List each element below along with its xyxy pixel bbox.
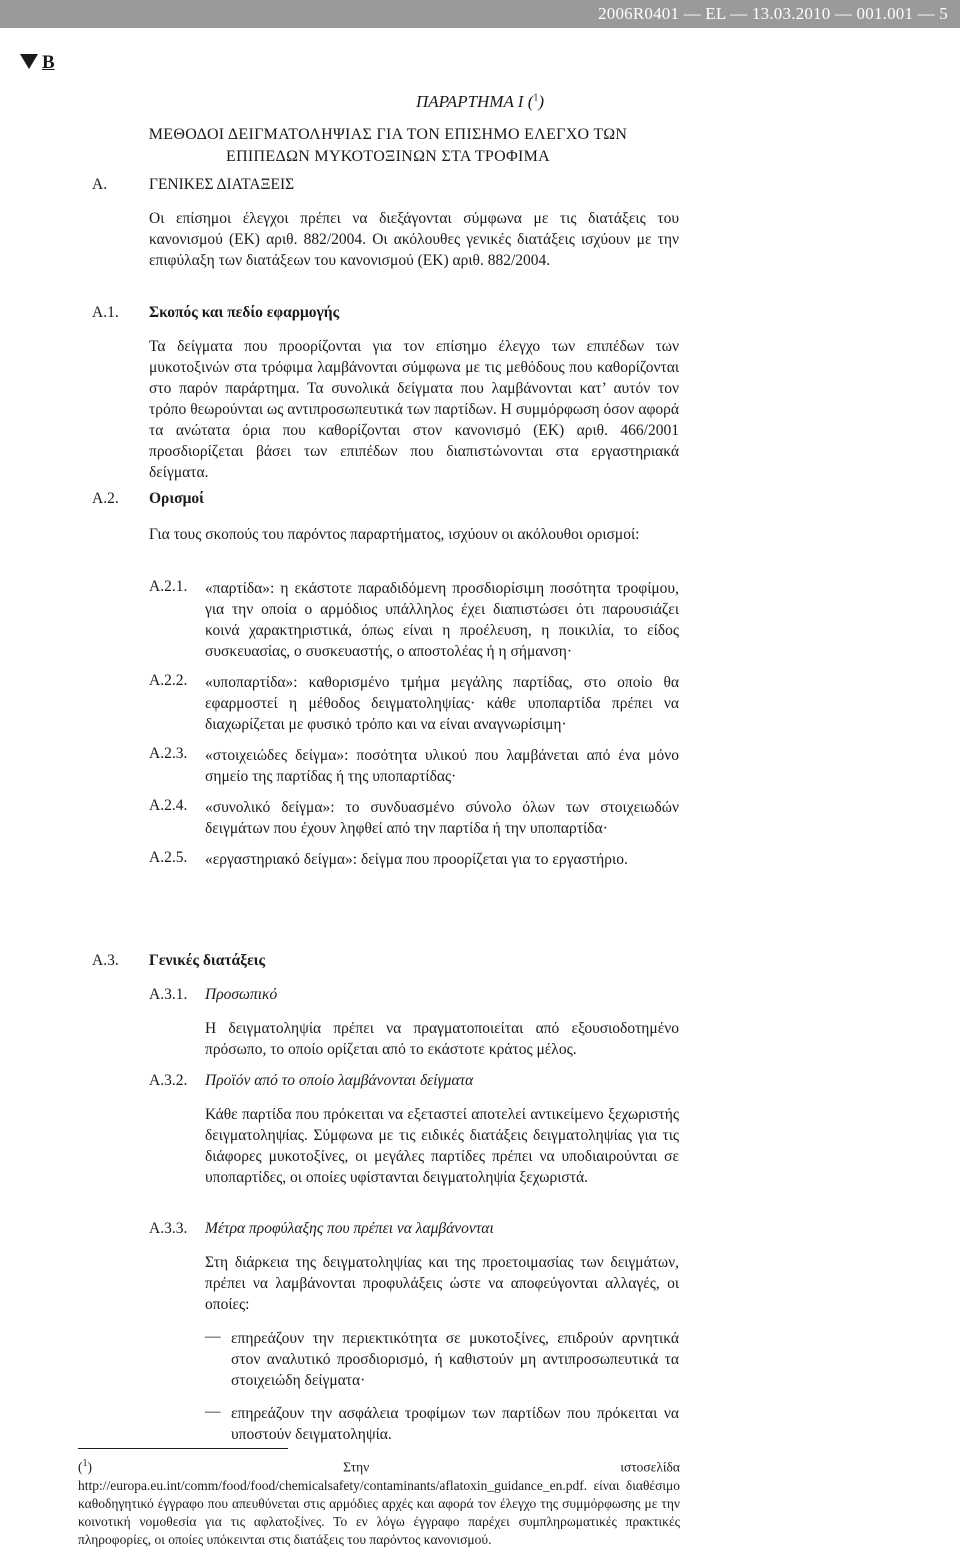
section-a2-intro: Για τους σκοπούς του παρόντος παραρτήματος, ισχύουν οι ακόλουθοι ορισμοί: (149, 526, 640, 543)
section-a33-text: Στη διάρκεια της δειγματοληψίας και της προετοιμασίας των δειγμάτων, πρέπει να λαμβάνονται προφυλάξεις ώστε να αποφεύγονται αλλαγές, οι οποίες: (205, 1254, 679, 1313)
definition-number: A.2.1. (149, 578, 188, 595)
section-a31-text: Η δειγματοληψία πρέπει να πραγματοποιείται από εξουσιοδοτημένο πρόσωπο, το οποίο ορίζεται από το εκάστοτε κράτος μέλος. (205, 1020, 679, 1058)
section-a32-number: A.3.2. (149, 1072, 188, 1089)
definition-item (149, 849, 679, 870)
list-item (205, 1328, 679, 1391)
section-a2-title: Ορισμοί (149, 490, 204, 507)
section-a3-number: A.3. (92, 952, 119, 969)
footnote: ($^1$) Στην ιστοσελίδα http://europa.eu.int/comm/food/food/chemicalsafety/contaminants/aflatoxin_guidance_en.pdf. είναι διαθέσιμο καθοδηγητικό έγγραφο που απευθύνεται στις αρμόδιες αρχές και αφορά τον έλεγχο της συμμόρφωσης με την κοινοτική νομοθεσία για τις αφλατοξίνες. Το εν λόγω έγγραφο παρέχει συμπληρωματικές πρακτικές πληροφορίες, οι οποίες υπόκεινται στις διατάξεις του παρόντος κανονισμού. (78, 1458, 680, 1547)
main-title-line-2: ΕΠΙΠΕΔΩΝ ΜΥΚΟΤΟΞΙΝΩΝ ΣΤΑ ΤΡΟΦΙΜΑ (226, 148, 550, 165)
definition-item (149, 672, 679, 735)
main-title-line-1: ΜΕΘΟΔΟΙ ΔΕΙΓΜΑΤΟΛΗΨΙΑΣ ΓΙΑ ΤΟΝ ΕΠΙΣΗΜΟ ΕΛΕΓΧΟ ΤΩΝ (148, 126, 628, 143)
annex-title-close: ) (538, 92, 545, 111)
annex-title-text: ΠΑΡΑΡΤΗΜΑ I ( (415, 92, 534, 111)
section-a32-text: Κάθε παρτίδα που πρόκειται να εξεταστεί αποτελεί αντικείμενο ξεχωριστής δειγματοληψίας. Σύμφωνα με τις ειδικές διατάξεις δειγματοληψίας για τις διάφορες μυκοτοξίνες, οι μεγάλες παρτίδες πρέπει να υποδιαιρούνται σε υποπαρτίδες, οι οποίες υφίστανται δειγματοληψία ξεχωριστά. (205, 1106, 679, 1186)
section-a2-number: A.2. (92, 490, 119, 507)
footnote-text: Στην ιστοσελίδα http://europa.eu.int/comm/food/food/chemicalsafety/contaminants/aflatoxin_guidance_en.pdf. είναι διαθέσιμο καθοδηγητικό έγγραφο που απευθύνεται στις αρμόδιες αρχές και αφορά τον έλεγχο της συμμόρφωσης με την κοινοτική νομοθεσία για τις αφλατοξίνες. Το εν λόγω έγγραφο παρέχει συμπληρωματικές πρακτικές πληροφορίες, οι οποίες υπόκεινται στις διατάξεις του παρόντος κανονισμού. (78, 1459, 680, 1547)
definition-item (149, 578, 679, 662)
definition-item (149, 797, 679, 839)
amendment-marker (20, 52, 55, 74)
dash-bullet: — (205, 1328, 221, 1345)
footnote-divider (78, 1448, 288, 1449)
amendment-marker-letter: B (42, 52, 55, 73)
definition-number: A.2.5. (149, 849, 188, 866)
section-a-text: Οι επίσημοι έλεγχοι πρέπει να διεξάγονται σύμφωνα με τις διατάξεις του κανονισμού (ΕΚ) αριθ. 882/2004. Οι ακόλουθες γενικές διατάξεις ισχύουν με την επιφύλαξη των διατάξεων του κανονισμού (ΕΚ) αριθ. 882/2004. (149, 210, 679, 269)
section-a1-number: A.1. (92, 304, 119, 321)
section-a-title: ΓΕΝΙΚΕΣ ΔΙΑΤΑΞΕΙΣ (149, 176, 295, 193)
triangle-down-icon (20, 54, 38, 69)
section-a32-title: Προϊόν από το οποίο λαμβάνονται δείγματα (205, 1072, 474, 1089)
list-item-text: επηρεάζουν την ασφάλεια τροφίμων των παρτίδων που πρόκειται να υποστούν δειγματοληψία. (231, 1405, 679, 1443)
definition-item (149, 745, 679, 787)
list-item-text: επηρεάζουν την περιεκτικότητα σε μυκοτοξίνες, επιδρούν αρνητικά στον αναλυτικό προσδιορισμό, ή καθιστούν μη αντιπροσωπευτικά τα στοιχειώδη δείγματα· (231, 1330, 679, 1389)
section-a3-title: Γενικές διατάξεις (149, 952, 266, 969)
section-a31-title: Προσωπικό (205, 986, 278, 1003)
section-a-number: A. (92, 176, 108, 193)
section-a1-text: Τα δείγματα που προορίζονται για τον επίσημο έλεγχο των επιπέδων των μυκοτοξινών στα τρόφιμα λαμβάνονται σύμφωνα με τις μεθόδους που καθορίζονται στο παρόν παράρτημα. Τα συνολικά δείγματα που λαμβάνονται κατ’ αυτόν τον τρόπο θεωρούνται ως αντιπροσωπευτικά των παρτίδων. Η συμμόρφωση όσον αφορά τα ανώτατα όρια που καθορίζονται στον κανονισμό (ΕΚ) αριθ. 466/2001 προσδιορίζεται βάσει των επιπέδων που διαπιστώνονται στα εργαστηριακά δείγματα. (149, 338, 679, 481)
definition-text: «στοιχειώδες δείγμα»: ποσότητα υλικού που λαμβάνεται από ένα μόνο σημείο της παρτίδας ή της υποπαρτίδας· (205, 747, 679, 785)
definition-number: A.2.3. (149, 745, 188, 762)
definition-number: A.2.4. (149, 797, 188, 814)
annex-title (0, 92, 960, 112)
dash-bullet: — (205, 1403, 221, 1420)
definition-number: A.2.2. (149, 672, 188, 689)
footnote-ref: 1 (533, 92, 539, 104)
list-item (205, 1403, 679, 1445)
section-a33-title: Μέτρα προφύλαξης που πρέπει να λαμβάνονται (205, 1220, 494, 1237)
definition-text: «συνολικό δείγμα»: το συνδυασμένο σύνολο όλων των στοιχειωδών δειγμάτων που έχουν ληφθεί από την παρτίδα ή την υποπαρτίδα· (205, 799, 679, 837)
footnote-mark: 1 (82, 1458, 88, 1469)
document-reference: 2006R0401 — EL — 13.03.2010 — 001.001 — 5 (598, 4, 948, 23)
main-title (78, 124, 698, 168)
precaution-list (205, 1328, 679, 1445)
definitions-list (149, 578, 679, 870)
definition-text: «παρτίδα»: η εκάστοτε παραδιδόμενη προσδιορίσιμη ποσότητα τροφίμου, για την οποία ο αρμόδιος υπάλληλος έχει διαπιστώσει ότι παρουσιάζει κοινά χαρακτηριστικά, όπως είναι η προέλευση, η ποικιλία, το είδος συσκευασίας, ο συσκευαστής, ο αποστολέας ή η σήμανση· (205, 580, 679, 660)
definition-text: «εργαστηριακό δείγμα»: δείγμα που προορίζεται για το εργαστήριο. (205, 851, 628, 868)
section-a31-number: A.3.1. (149, 986, 188, 1003)
document-header-bar (0, 0, 960, 28)
section-a33-number: A.3.3. (149, 1220, 188, 1237)
section-a1-title: Σκοπός και πεδίο εφαρμογής (149, 304, 340, 321)
definition-text: «υποπαρτίδα»: καθορισμένο τμήμα μεγάλης παρτίδας, στο οποίο θα εφαρμοστεί η μέθοδος δειγματοληψίας· κάθε υποπαρτίδα πρέπει να διαχωρίζεται με φυσικό τρόπο και να είναι αναγνωρίσιμη· (205, 674, 679, 733)
